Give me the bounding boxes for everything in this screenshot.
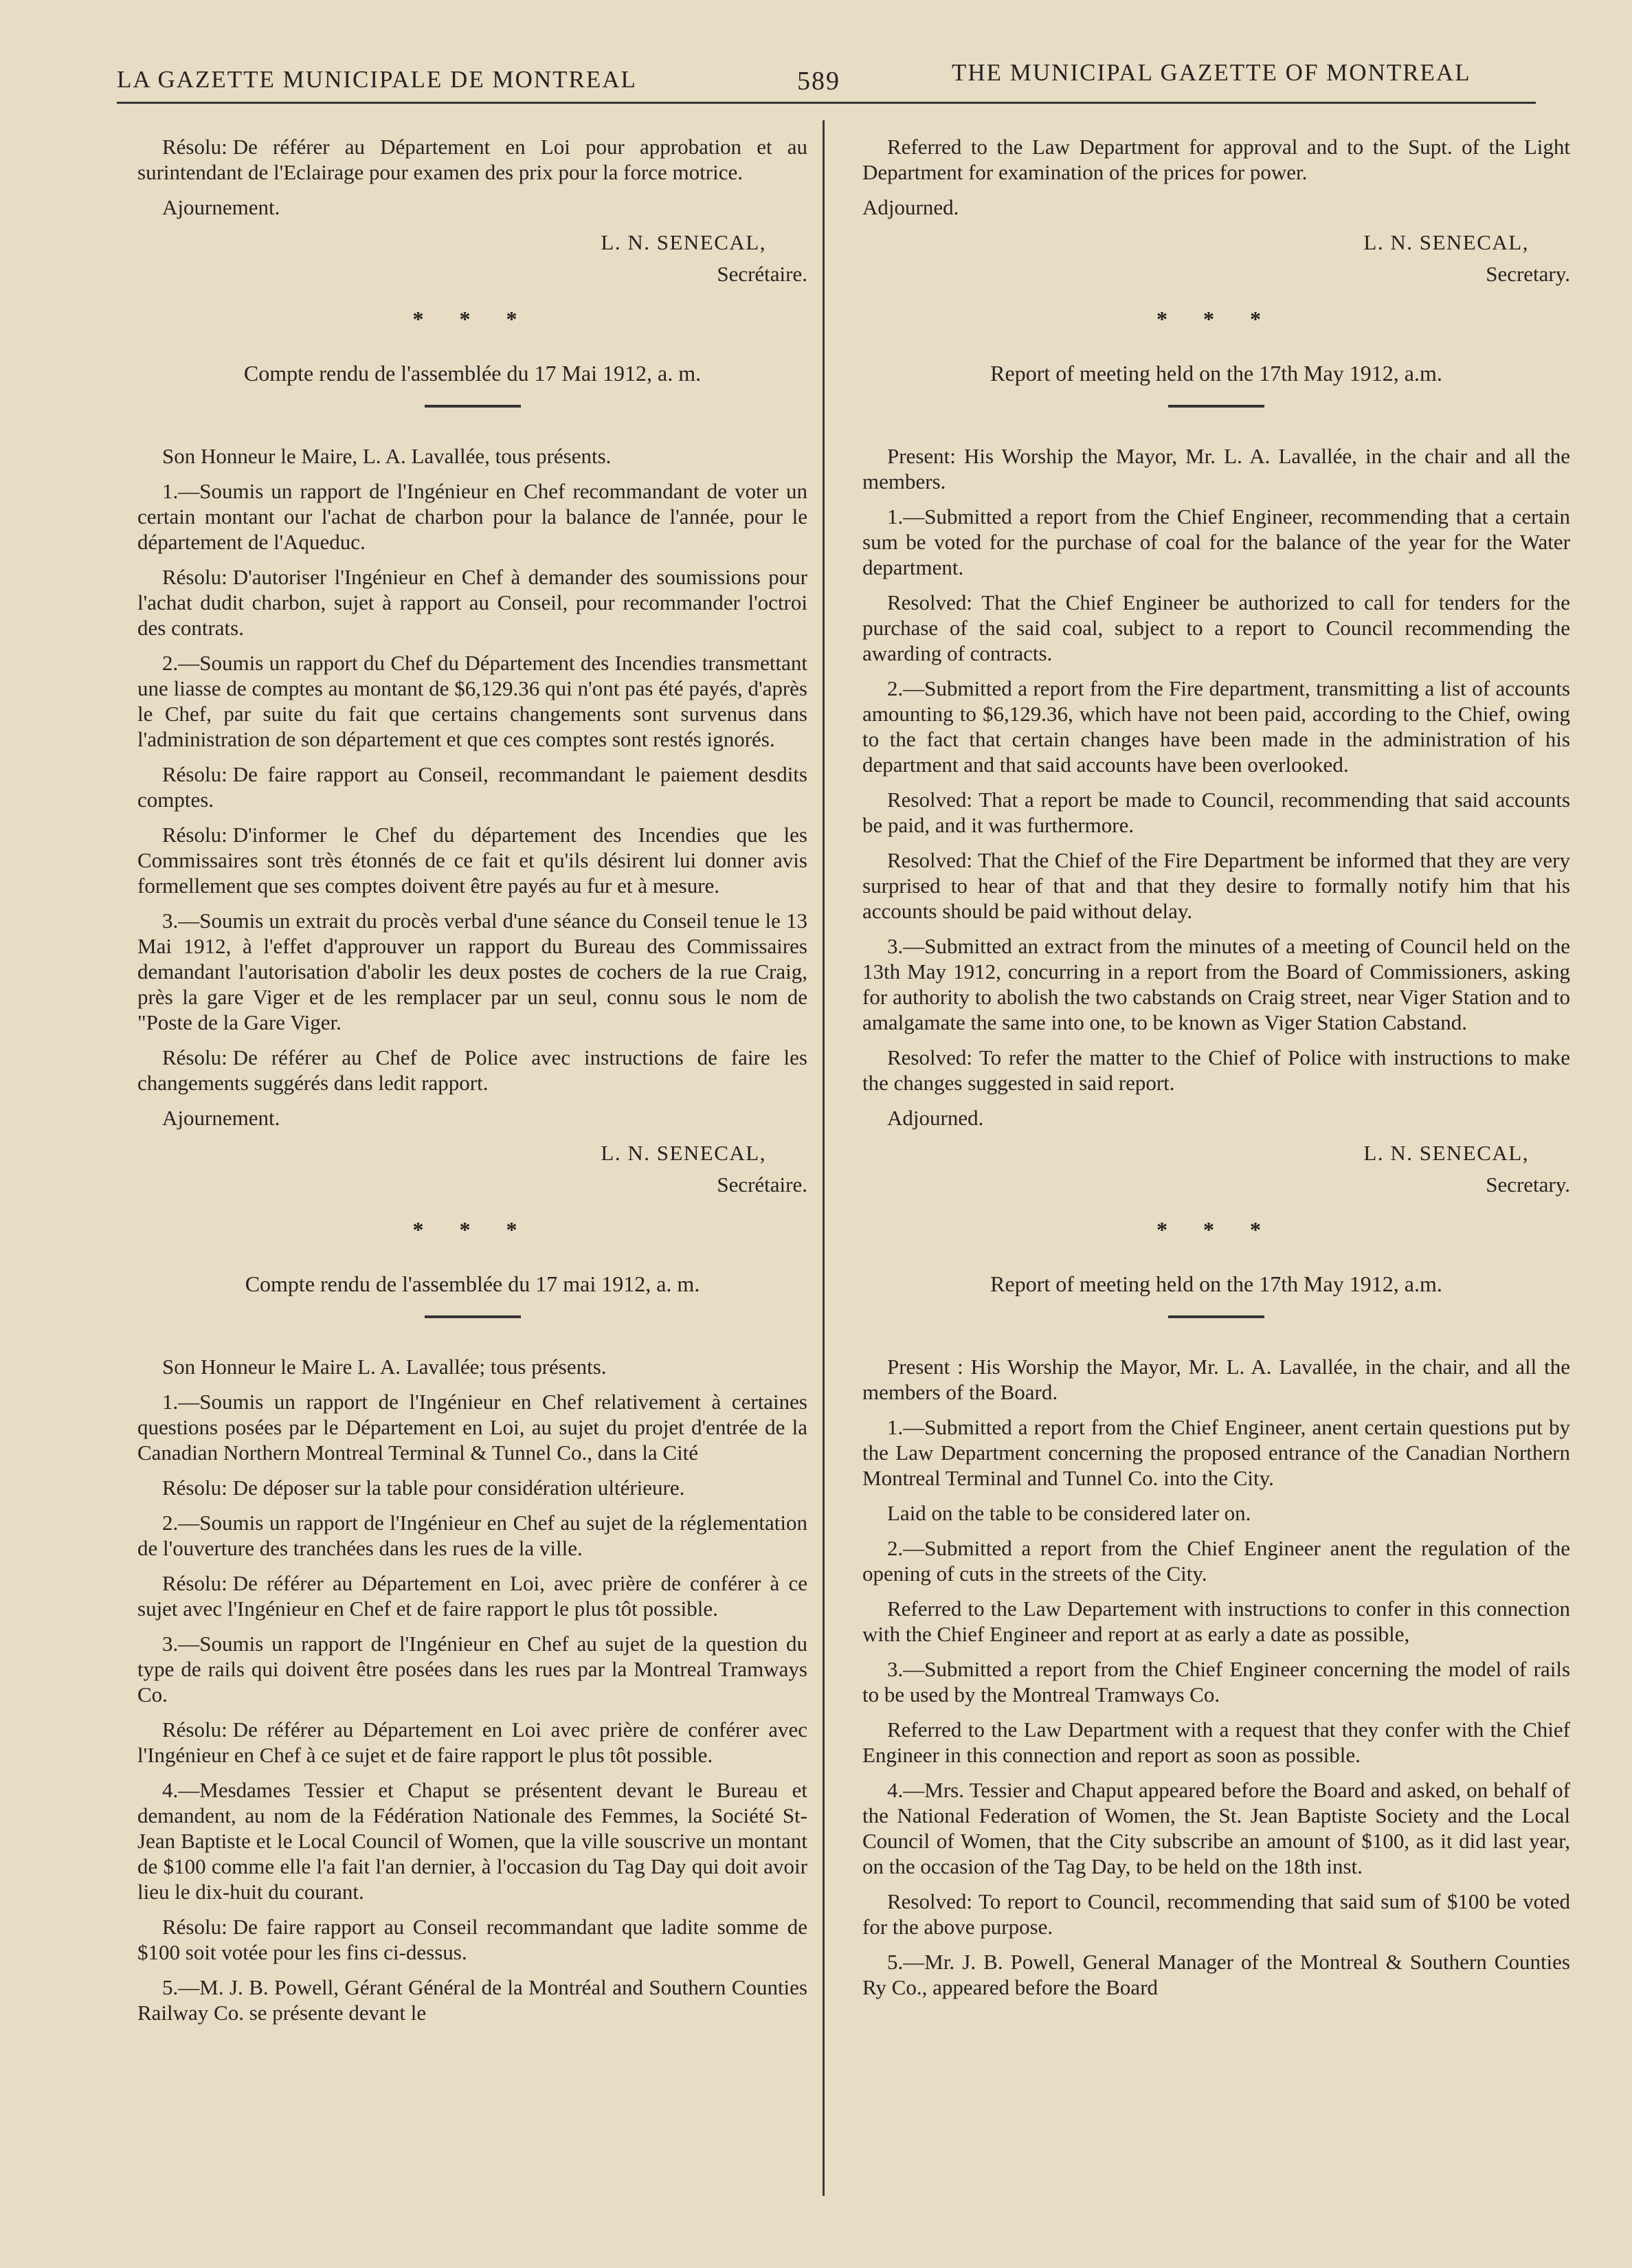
adjournment: Ajournement.: [162, 1106, 280, 1130]
resolution-label: Résolu:: [162, 762, 227, 786]
item-paragraph: 3.—Soumis un rapport de l'Ingénieur en Chef au sujet de la question du type de rails qui doivent être posées dans les rues par la Montreal Tramways Co.: [137, 1632, 807, 1706]
resolution: Resolved: To refer the matter to the Chief of Police with instructions to make the changes suggested in said report.: [862, 1045, 1570, 1095]
section-separator: * * *: [1156, 307, 1276, 331]
signature-title: Secrétaire.: [717, 262, 807, 286]
paragraph: [137, 564, 807, 641]
paragraph: [137, 1570, 807, 1621]
resolution-text: De référer au Département en Loi pour approbation et au surintendant de l'Eclairage pour examen des prix pour la force motrice.: [137, 135, 807, 184]
resolution-text: De faire rapport au Conseil, recommandant le paiement desdits comptes.: [137, 762, 807, 812]
signature-name: L. N. SENECAL,: [601, 1141, 766, 1165]
signature-name: L. N. SENECAL,: [1363, 1141, 1529, 1165]
signature-name: L. N. SENECAL,: [1363, 230, 1529, 254]
meeting-heading: Compte rendu de l'assemblée du 17 mai 1912, a. m.: [245, 1271, 700, 1296]
item-paragraph: 2.—Submitted a report from the Chief Engineer anent the regulation of the opening of cuts in the streets of the City.: [862, 1536, 1570, 1586]
resolution-text: De référer au Département en Loi avec prière de conférer avec l'Ingénieur en Chef à ce sujet et de faire rapport le plus tôt possible.: [137, 1717, 807, 1767]
meeting-heading: Compte rendu de l'assemblée du 17 Mai 1912, a. m.: [243, 361, 702, 386]
header-title-english: THE MUNICIPAL GAZETTE OF MONTREAL: [952, 59, 1471, 86]
signature-name: L. N. SENECAL,: [601, 230, 766, 254]
page-number: 589: [797, 67, 840, 96]
paragraph: [137, 1045, 807, 1096]
resolution-text: D'informer le Chef du département des Incendies que les Commissaires sont très étonnés de ce fait et qu'ils désirent lui donner avis formellement que ses comptes doivent être payés au fur et à mesure.: [137, 823, 807, 898]
paragraph: [137, 822, 807, 898]
paragraph: Referred to the Law Department for approval and to the Supt. of the Light Department for examination of the prices for power.: [862, 135, 1570, 184]
heading-rule: [1168, 405, 1264, 408]
resolution-text: De déposer sur la table pour considération ultérieure.: [232, 1476, 685, 1500]
resolution-label: Résolu:: [162, 1045, 227, 1069]
attendance: Son Honneur le Maire L. A. Lavallée; tous présents.: [162, 1355, 607, 1379]
resolution: Resolved: That the Chief Engineer be authorized to call for tenders for the purchase of the said coal, subject to a report to Council recommending the awarding of contracts.: [862, 590, 1570, 665]
header-rule: [117, 102, 1536, 104]
resolution-label: Résolu:: [162, 135, 227, 159]
attendance: Present: His Worship the Mayor, Mr. L. A. Lavallée, in the chair and all the members.: [862, 444, 1570, 493]
resolution: Referred to the Law Departement with instructions to confer in this connection with the Chief Engineer and report at as early a date as possible,: [862, 1597, 1570, 1646]
item-paragraph: 2.—Submitted a report from the Fire department, transmitting a list of accounts amounting to $6,129.36, which have not been paid, according to the Chief, owing to the fact that certain changes have been made in the administration of his department and that said accounts have been overlooked.: [862, 676, 1570, 777]
item-paragraph: 1.—Submitted a report from the Chief Engineer, recommending that a certain sum be voted for the purchase of coal for the balance of the year for the Water department.: [862, 504, 1570, 579]
meeting-heading: Report of meeting held on the 17th May 1912, a.m.: [990, 361, 1442, 386]
resolution: Referred to the Law Department with a request that they confer with the Chief Engineer in this connection and report as soon as possible.: [862, 1717, 1570, 1767]
adjournment: Adjourned.: [862, 195, 959, 219]
item-paragraph: 3.—Soumis un extrait du procès verbal d'une séance du Conseil tenue le 13 Mai 1912, à l'effet d'approuver un rapport du Bureau des Commissaires demandant l'autorisation d'abolir les deux postes de cochers de la rue Craig, près la gare Viger et de les remplacer par un seul, connu sous le nom de "Poste de la Gare Viger.: [137, 909, 807, 1034]
adjournment: Adjourned.: [887, 1106, 984, 1130]
resolution-label: Résolu:: [162, 565, 227, 589]
item-paragraph: 3.—Submitted a report from the Chief Engineer concerning the model of rails to be used by the Montreal Tramways Co.: [862, 1657, 1570, 1706]
section-separator: * * *: [412, 1217, 533, 1242]
section-separator: * * *: [1156, 1217, 1276, 1242]
adjournment: Ajournement.: [162, 195, 280, 219]
item-paragraph: 2.—Soumis un rapport de l'Ingénieur en Chef au sujet de la réglementation de l'ouverture des tranchées dans les rues de la ville.: [137, 1511, 807, 1560]
resolution-label: Résolu:: [162, 1476, 227, 1500]
resolution: Resolved: To report to Council, recommending that said sum of $100 be voted for the above purpose.: [862, 1889, 1570, 1939]
heading-rule: [425, 1315, 521, 1318]
heading-rule: [1168, 1315, 1264, 1318]
paragraph: [137, 134, 807, 185]
item-paragraph: 5.—M. J. B. Powell, Gérant Général de la Montréal and Southern Counties Railway Co. se présente devant le: [137, 1975, 807, 2025]
french-column: [137, 134, 807, 2035]
column-divider: [823, 120, 825, 2196]
item-paragraph: 4.—Mrs. Tessier and Chaput appeared before the Board and asked, on behalf of the National Federation of Women, the St. Jean Baptiste Society and the Local Council of Women, that the City subscribe an amount of $100, as it did last year, on the occasion of the Tag Day, to be held on the 18th inst.: [862, 1778, 1570, 1878]
resolution-label: Résolu:: [162, 823, 227, 847]
paragraph: [137, 761, 807, 812]
signature-title: Secretary.: [1486, 1172, 1570, 1197]
item-paragraph: 3.—Submitted an extract from the minutes of a meeting of Council held on the 13th May 1912, concurring in a report from the Board of Commissioners, asking for authority to abolish the two cabstands on Craig street, near Viger Station and to amalgamate the same into one, to be known as Viger Station Cabstand.: [862, 934, 1570, 1034]
attendance: Present : His Worship the Mayor, Mr. L. A. Lavallée, in the chair, and all the members of the Board.: [862, 1355, 1570, 1404]
resolution-text: D'autoriser l'Ingénieur en Chef à demander des soumissions pour l'achat dudit charbon, sujet à rapport au Conseil, pour recommander l'octroi des contrats.: [137, 565, 807, 640]
item-paragraph: 4.—Mesdames Tessier et Chaput se présentent devant le Bureau et demandent, au nom de la Fédération Nationale des Femmes, la Société St-Jean Baptiste et le Local Council of Women, que la ville souscrive un montant de $100 comme elle l'a fait l'an dernier, à l'occasion du Tag Day qui doit avoir lieu le dix-huit du courant.: [137, 1778, 807, 1904]
attendance: Son Honneur le Maire, L. A. Lavallée, tous présents.: [162, 444, 612, 468]
resolution: Resolved: That a report be made to Council, recommending that said accounts be paid, and it was furthermore.: [862, 788, 1570, 837]
section-separator: * * *: [412, 307, 533, 331]
paragraph: [137, 1475, 807, 1500]
resolution-text: De référer au Département en Loi, avec prière de conférer à ce sujet avec l'Ingénieur en Chef et de faire rapport le plus tôt possible.: [137, 1571, 807, 1621]
item-paragraph: 1.—Submitted a report from the Chief Engineer, anent certain questions put by the Law Department concerning the proposed entrance of the Canadian Northern Montreal Terminal and Tunnel Co. into the City.: [862, 1415, 1570, 1490]
resolution-text: De référer au Chef de Police avec instructions de faire les changements suggérés dans ledit rapport.: [137, 1045, 807, 1095]
resolution-label: Résolu:: [162, 1915, 227, 1939]
item-paragraph: 5.—Mr. J. B. Powell, General Manager of the Montreal & Southern Counties Ry Co., appeared before the Board: [862, 1950, 1570, 1999]
english-column: [862, 134, 1570, 2010]
resolution: Resolved: That the Chief of the Fire Department be informed that they are very surprised to hear of that and that they desire to formally notify him that his accounts should be paid without delay.: [862, 848, 1570, 923]
header-title-french: LA GAZETTE MUNICIPALE DE MONTREAL: [117, 66, 637, 93]
item-paragraph: 2.—Soumis un rapport du Chef du Département des Incendies transmettant une liasse de comptes au montant de $6,129.36 qui n'ont pas été payés, d'après le Chef, par suite du fait que certains changements sont survenus dans l'administration de son département et que ces comptes sont restés ignorés.: [137, 651, 807, 751]
resolution: Laid on the table to be considered later on.: [887, 1501, 1251, 1525]
heading-rule: [425, 405, 521, 408]
item-paragraph: 1.—Soumis un rapport de l'Ingénieur en Chef relativement à certaines questions posées par le Département en Loi, au sujet du projet d'entrée de la Canadian Northern Montreal Terminal & Tunnel Co., dans la Cité: [137, 1390, 807, 1465]
paragraph: [137, 1914, 807, 1965]
meeting-heading: Report of meeting held on the 17th May 1912, a.m.: [990, 1271, 1442, 1296]
resolution-label: Résolu:: [162, 1717, 227, 1742]
item-paragraph: 1.—Soumis un rapport de l'Ingénieur en Chef recommandant de voter un certain montant our l'achat de charbon pour la balance de l'année, pour le département de l'Aqueduc.: [137, 479, 807, 554]
paragraph: [137, 1717, 807, 1768]
signature-title: Secretary.: [1486, 262, 1570, 286]
signature-title: Secrétaire.: [717, 1172, 807, 1197]
resolution-label: Résolu:: [162, 1571, 227, 1595]
resolution-text: De faire rapport au Conseil recommandant que ladite somme de $100 soit votée pour les fins ci-dessus.: [137, 1915, 807, 1964]
